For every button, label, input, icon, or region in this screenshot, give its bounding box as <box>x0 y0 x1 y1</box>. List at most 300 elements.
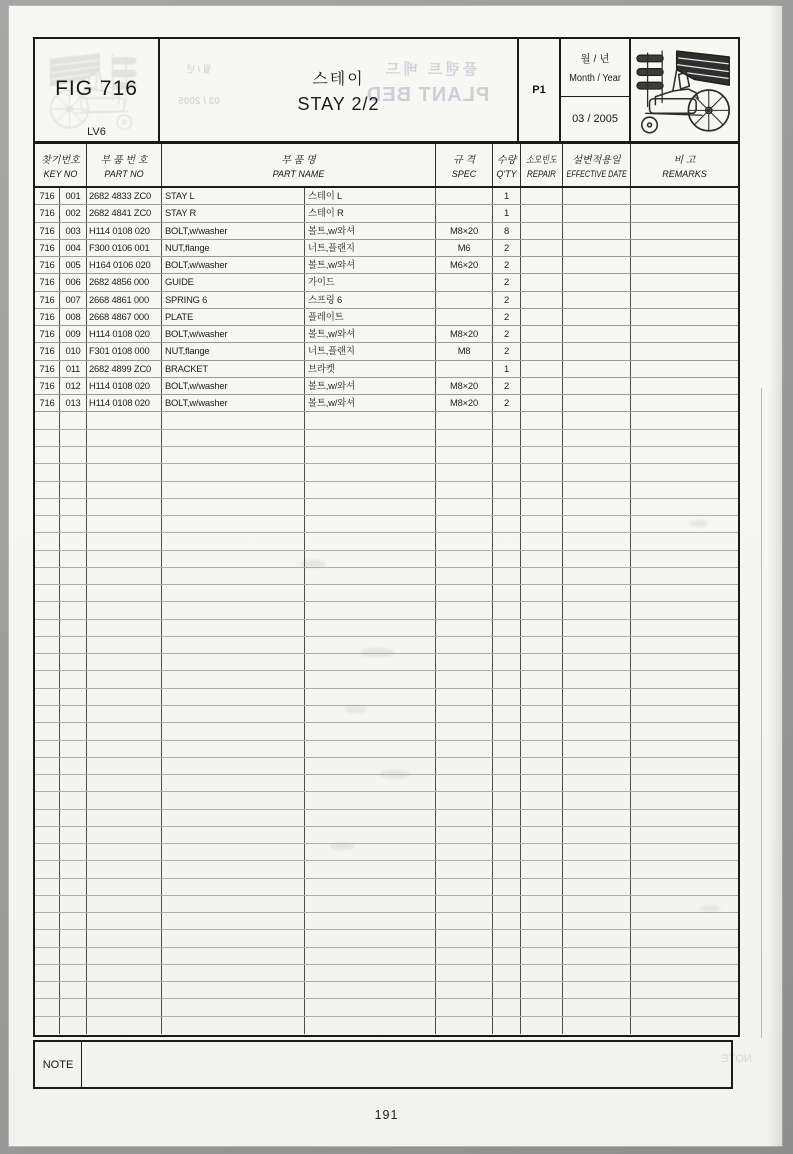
column-header-en: REMARKS <box>662 169 707 180</box>
cell-spec <box>436 999 493 1015</box>
cell-key: 007 <box>60 292 87 308</box>
cell-name-en <box>162 620 305 636</box>
cell-name-ko: 볼트,w/와셔 <box>305 326 436 342</box>
cell-repair <box>521 326 563 342</box>
cell-repair <box>521 430 563 446</box>
cell-name-ko: 볼트,w/와셔 <box>305 257 436 273</box>
cell-qty <box>493 671 521 687</box>
cell-key <box>60 412 87 428</box>
cell-remarks <box>631 810 738 826</box>
cell-name-ko <box>305 723 436 739</box>
cell-fig: 716 <box>35 188 60 204</box>
cell-remarks <box>631 274 738 290</box>
cell-key <box>60 844 87 860</box>
cell-spec <box>436 982 493 998</box>
cell-qty: 2 <box>493 395 521 411</box>
cell-name-ko: 플레이트 <box>305 309 436 325</box>
cell-remarks <box>631 292 738 308</box>
cell-key <box>60 533 87 549</box>
cell-name-ko <box>305 447 436 463</box>
column-header-partno <box>87 144 162 186</box>
cell-key <box>60 792 87 808</box>
cell-qty <box>493 551 521 567</box>
cell-part-no <box>87 827 162 843</box>
cell-effective <box>563 1017 631 1034</box>
cell-qty <box>493 1017 521 1034</box>
cell-fig <box>35 1017 60 1034</box>
cell-name-en <box>162 913 305 929</box>
cell-name-ko: 볼트,w/와셔 <box>305 223 436 239</box>
column-header-partname <box>162 144 436 186</box>
cell-effective <box>563 516 631 532</box>
table-row <box>35 861 738 878</box>
cell-key <box>60 689 87 705</box>
table-row <box>35 378 738 395</box>
cell-remarks <box>631 689 738 705</box>
cell-repair <box>521 620 563 636</box>
cell-key: 006 <box>60 274 87 290</box>
cell-name-en <box>162 671 305 687</box>
cell-part-no <box>87 516 162 532</box>
table-row <box>35 844 738 861</box>
cell-qty: 2 <box>493 343 521 359</box>
cell-qty <box>493 913 521 929</box>
cell-part-no <box>87 810 162 826</box>
cell-part-no <box>87 982 162 998</box>
cell-fig <box>35 723 60 739</box>
cell-spec <box>436 274 493 290</box>
table-row <box>35 343 738 360</box>
cell-part-no <box>87 775 162 791</box>
cell-effective <box>563 257 631 273</box>
cell-name-ko: 너트,플랜지 <box>305 343 436 359</box>
cell-qty <box>493 499 521 515</box>
page-title-korean: 스테이 <box>312 70 365 88</box>
table-row <box>35 896 738 913</box>
cell-qty <box>493 447 521 463</box>
cell-name-ko <box>305 654 436 670</box>
table-row <box>35 326 738 343</box>
cell-qty <box>493 896 521 912</box>
cell-fig <box>35 741 60 757</box>
cell-fig <box>35 447 60 463</box>
cell-qty <box>493 861 521 877</box>
cell-spec <box>436 671 493 687</box>
cell-remarks <box>631 430 738 446</box>
month-year-labels <box>561 39 629 97</box>
cell-spec <box>436 602 493 618</box>
cell-name-en <box>162 464 305 480</box>
table-row <box>35 965 738 982</box>
cell-key <box>60 913 87 929</box>
cell-qty <box>493 620 521 636</box>
cell-name-ko <box>305 706 436 722</box>
cell-name-ko <box>305 948 436 964</box>
table-row <box>35 1017 738 1034</box>
column-header-ko: 부 품 번 호 <box>100 154 148 166</box>
table-row <box>35 982 738 999</box>
cell-name-en <box>162 999 305 1015</box>
cell-spec <box>436 637 493 653</box>
cell-remarks <box>631 585 738 601</box>
cell-qty: 2 <box>493 326 521 342</box>
cell-spec <box>436 482 493 498</box>
cell-spec <box>436 620 493 636</box>
cell-key <box>60 447 87 463</box>
cell-name-en <box>162 412 305 428</box>
cell-key: 008 <box>60 309 87 325</box>
cell-name-ko <box>305 482 436 498</box>
cell-qty <box>493 482 521 498</box>
cell-part-no <box>87 896 162 912</box>
cell-qty <box>493 999 521 1015</box>
cell-key <box>60 982 87 998</box>
cell-remarks <box>631 741 738 757</box>
cell-name-en <box>162 706 305 722</box>
cell-qty <box>493 706 521 722</box>
cell-remarks <box>631 723 738 739</box>
table-row <box>35 274 738 291</box>
cell-remarks <box>631 326 738 342</box>
table-row <box>35 758 738 775</box>
cell-name-en: BRACKET <box>162 361 305 377</box>
cell-spec: M6 <box>436 240 493 256</box>
cell-name-ko <box>305 861 436 877</box>
cell-part-no <box>87 447 162 463</box>
cell-remarks <box>631 637 738 653</box>
cell-part-no: 2682 4899 ZC0 <box>87 361 162 377</box>
cell-qty <box>493 723 521 739</box>
cell-effective <box>563 378 631 394</box>
cell-effective <box>563 205 631 221</box>
cell-name-ko <box>305 879 436 895</box>
cell-remarks <box>631 654 738 670</box>
cell-fig <box>35 671 60 687</box>
cell-part-no <box>87 948 162 964</box>
cell-qty <box>493 654 521 670</box>
parts-table-body <box>33 188 740 1037</box>
cell-part-no <box>87 585 162 601</box>
cell-remarks <box>631 188 738 204</box>
cell-part-no: F301 0108 000 <box>87 343 162 359</box>
cell-part-no <box>87 879 162 895</box>
cell-name-ko <box>305 568 436 584</box>
cell-remarks <box>631 395 738 411</box>
cell-spec <box>436 965 493 981</box>
machine-illustration-box <box>631 39 738 141</box>
column-header-en: PART NO <box>104 169 144 180</box>
cell-key: 003 <box>60 223 87 239</box>
cell-name-en: BOLT,w/washer <box>162 378 305 394</box>
cell-remarks <box>631 965 738 981</box>
table-row <box>35 879 738 896</box>
cell-effective <box>563 395 631 411</box>
cell-part-no <box>87 706 162 722</box>
cell-spec <box>436 430 493 446</box>
cell-key <box>60 551 87 567</box>
cell-effective <box>563 671 631 687</box>
table-row <box>35 499 738 516</box>
month-year-label-ko: 월 / 년 <box>580 52 610 65</box>
cell-key <box>60 879 87 895</box>
cell-repair <box>521 671 563 687</box>
cell-fig <box>35 430 60 446</box>
cell-effective <box>563 965 631 981</box>
cell-repair <box>521 551 563 567</box>
cell-repair <box>521 240 563 256</box>
cell-key: 012 <box>60 378 87 394</box>
table-row <box>35 188 738 205</box>
title-box <box>160 39 519 141</box>
cell-key <box>60 464 87 480</box>
cell-name-ko <box>305 758 436 774</box>
cell-qty <box>493 810 521 826</box>
cell-part-no <box>87 430 162 446</box>
cell-name-ko <box>305 551 436 567</box>
cell-effective <box>563 274 631 290</box>
cell-repair <box>521 861 563 877</box>
cell-key <box>60 637 87 653</box>
cell-qty <box>493 948 521 964</box>
table-row <box>35 741 738 758</box>
cell-repair <box>521 758 563 774</box>
page-title: STAY 2/2 <box>297 93 380 114</box>
cell-spec <box>436 412 493 428</box>
cell-effective <box>563 758 631 774</box>
cell-name-en: BOLT,w/washer <box>162 257 305 273</box>
issue-date: 03 / 2005 <box>572 113 618 125</box>
cell-repair <box>521 896 563 912</box>
cell-effective <box>563 447 631 463</box>
cell-part-no: H114 0108 020 <box>87 378 162 394</box>
cell-part-no: 2682 4841 ZC0 <box>87 205 162 221</box>
cell-effective <box>563 585 631 601</box>
cell-effective <box>563 292 631 308</box>
cell-qty <box>493 741 521 757</box>
cell-key <box>60 1017 87 1034</box>
cell-fig <box>35 896 60 912</box>
cell-remarks <box>631 620 738 636</box>
cell-remarks <box>631 257 738 273</box>
paper-edge-shade <box>768 5 783 1147</box>
cell-part-no <box>87 533 162 549</box>
cell-name-ko <box>305 930 436 946</box>
cell-spec <box>436 689 493 705</box>
cell-qty <box>493 758 521 774</box>
cell-fig <box>35 654 60 670</box>
cell-effective <box>563 637 631 653</box>
cell-repair <box>521 948 563 964</box>
cell-name-ko <box>305 827 436 843</box>
cell-name-en <box>162 689 305 705</box>
column-header-remarks <box>631 144 738 186</box>
cell-remarks <box>631 671 738 687</box>
cell-effective <box>563 879 631 895</box>
cell-fig <box>35 758 60 774</box>
cell-effective <box>563 654 631 670</box>
table-row <box>35 999 738 1016</box>
cell-name-ko <box>305 516 436 532</box>
cell-qty: 2 <box>493 309 521 325</box>
cell-spec <box>436 551 493 567</box>
column-header-ko: 비 고 <box>673 154 696 166</box>
cell-part-no <box>87 671 162 687</box>
cell-remarks <box>631 896 738 912</box>
cell-fig: 716 <box>35 309 60 325</box>
cell-fig <box>35 999 60 1015</box>
cell-remarks <box>631 482 738 498</box>
cell-key: 005 <box>60 257 87 273</box>
cell-part-no <box>87 741 162 757</box>
cell-name-ko <box>305 913 436 929</box>
cell-repair <box>521 395 563 411</box>
cell-spec: M8×20 <box>436 223 493 239</box>
column-header-ko: 설변적용일 <box>572 154 621 166</box>
column-header-en: PART NAME <box>272 169 325 180</box>
cell-key <box>60 482 87 498</box>
cell-remarks <box>631 879 738 895</box>
cell-fig <box>35 844 60 860</box>
cell-fig: 716 <box>35 240 60 256</box>
cell-name-ko <box>305 499 436 515</box>
cell-remarks <box>631 378 738 394</box>
cell-spec <box>436 861 493 877</box>
cell-name-ko: 스테이 L <box>305 188 436 204</box>
cell-name-en <box>162 896 305 912</box>
cell-spec: M8×20 <box>436 378 493 394</box>
column-header-ko: 수량 <box>496 154 517 166</box>
cell-qty <box>493 689 521 705</box>
cell-remarks <box>631 533 738 549</box>
table-row <box>35 395 738 412</box>
table-row <box>35 706 738 723</box>
cell-part-no <box>87 689 162 705</box>
cell-remarks <box>631 827 738 843</box>
cell-name-en: BOLT,w/washer <box>162 395 305 411</box>
cell-effective <box>563 948 631 964</box>
column-header-en: REPAIR <box>527 169 556 180</box>
cell-effective <box>563 568 631 584</box>
cell-name-ko <box>305 620 436 636</box>
cell-effective <box>563 326 631 342</box>
cell-fig <box>35 620 60 636</box>
cell-effective <box>563 223 631 239</box>
cell-remarks <box>631 240 738 256</box>
cell-name-en: STAY L <box>162 188 305 204</box>
cell-repair <box>521 447 563 463</box>
cell-spec <box>436 741 493 757</box>
cell-fig: 716 <box>35 395 60 411</box>
cell-remarks <box>631 499 738 515</box>
cell-spec <box>436 1017 493 1034</box>
cell-part-no <box>87 568 162 584</box>
cell-repair <box>521 775 563 791</box>
cell-fig <box>35 482 60 498</box>
cell-name-ko: 너트,플랜지 <box>305 240 436 256</box>
cell-part-no <box>87 551 162 567</box>
cell-spec <box>436 758 493 774</box>
cell-part-no <box>87 723 162 739</box>
cell-fig <box>35 913 60 929</box>
cell-part-no <box>87 758 162 774</box>
cell-repair <box>521 723 563 739</box>
cell-spec <box>436 205 493 221</box>
cell-name-en <box>162 930 305 946</box>
cell-qty <box>493 637 521 653</box>
cell-qty: 2 <box>493 274 521 290</box>
cell-key <box>60 999 87 1015</box>
cell-spec <box>436 913 493 929</box>
table-row <box>35 810 738 827</box>
cell-repair <box>521 913 563 929</box>
cell-fig <box>35 879 60 895</box>
cell-name-en: BOLT,w/washer <box>162 326 305 342</box>
cell-part-no <box>87 412 162 428</box>
table-row <box>35 412 738 429</box>
cell-spec <box>436 654 493 670</box>
cell-remarks <box>631 464 738 480</box>
bleedthrough-date: 03 / 2005 <box>178 96 220 107</box>
cell-part-no <box>87 499 162 515</box>
cell-qty: 8 <box>493 223 521 239</box>
cell-qty <box>493 982 521 998</box>
cell-key <box>60 827 87 843</box>
cell-key <box>60 568 87 584</box>
cell-key <box>60 671 87 687</box>
cell-name-en <box>162 775 305 791</box>
cell-spec <box>436 585 493 601</box>
cell-effective <box>563 620 631 636</box>
cell-name-ko <box>305 464 436 480</box>
cell-spec <box>436 292 493 308</box>
cell-spec <box>436 930 493 946</box>
cell-repair <box>521 792 563 808</box>
table-row <box>35 223 738 240</box>
cell-name-ko <box>305 430 436 446</box>
cell-fig: 716 <box>35 292 60 308</box>
cell-name-en <box>162 965 305 981</box>
cell-repair <box>521 464 563 480</box>
cell-remarks <box>631 412 738 428</box>
cell-repair <box>521 654 563 670</box>
cell-name-ko <box>305 896 436 912</box>
cell-effective <box>563 775 631 791</box>
cell-effective <box>563 309 631 325</box>
cell-name-ko <box>305 810 436 826</box>
cell-repair <box>521 689 563 705</box>
cell-repair <box>521 637 563 653</box>
cell-name-ko: 스프링 6 <box>305 292 436 308</box>
cell-name-en: NUT,flange <box>162 343 305 359</box>
cell-part-no: 2668 4861 000 <box>87 292 162 308</box>
cell-repair <box>521 1017 563 1034</box>
cell-qty <box>493 879 521 895</box>
cell-remarks <box>631 343 738 359</box>
cell-repair <box>521 499 563 515</box>
cell-repair <box>521 533 563 549</box>
cell-name-ko: 볼트,w/와셔 <box>305 378 436 394</box>
table-row <box>35 205 738 222</box>
table-row <box>35 309 738 326</box>
note-label: NOTE <box>35 1042 82 1087</box>
bleedthrough-title-en: PLANT BED <box>365 84 490 106</box>
table-row <box>35 240 738 257</box>
cell-effective <box>563 930 631 946</box>
cell-name-en <box>162 948 305 964</box>
cell-part-no <box>87 999 162 1015</box>
cell-key <box>60 602 87 618</box>
cell-repair <box>521 223 563 239</box>
